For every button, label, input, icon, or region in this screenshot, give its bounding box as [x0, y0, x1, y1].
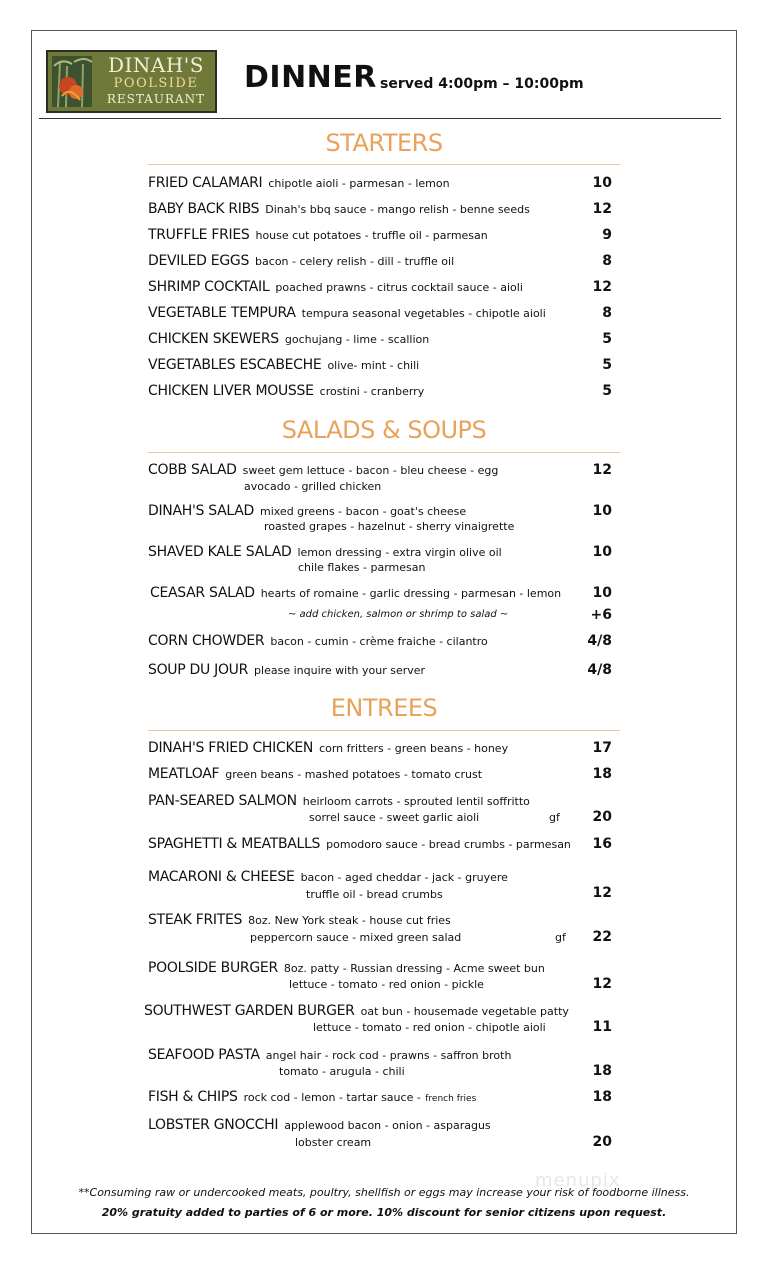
item-name: VEGETABLES ESCABECHE — [148, 357, 322, 373]
item-name: SOUTHWEST GARDEN BURGER — [144, 1003, 355, 1019]
menu-item — [148, 253, 454, 269]
food-safety-notice: **Consuming raw or undercooked meats, poultry, shellfish or eggs may increase your risk of foodborne illness. — [78, 1186, 690, 1199]
section-divider — [148, 452, 620, 453]
item-description: bacon - cumin - crème fraiche - cilantro — [270, 635, 488, 648]
item-description: crostini - cranberry — [319, 385, 425, 398]
item-name: SHRIMP COCKTAIL — [148, 279, 270, 295]
item-name: CHICKEN LIVER MOUSSE — [148, 383, 314, 399]
item-description: bacon - aged cheddar - jack - gruyere — [300, 871, 508, 884]
item-description-line2: roasted grapes - hazelnut - sherry vinaigrette — [264, 520, 515, 533]
menu-item — [144, 1003, 569, 1019]
menu-item — [148, 279, 523, 295]
item-name: VEGETABLE TEMPURA — [148, 305, 296, 321]
item-price: 20 — [592, 1134, 612, 1150]
section-title-starters: STARTERS — [325, 129, 443, 157]
item-price: 20 — [592, 809, 612, 825]
item-price: 18 — [592, 1089, 612, 1105]
item-description-line2: lettuce - tomato - red onion - chipotle aioli — [313, 1021, 546, 1034]
item-description-line2: peppercorn sauce - mixed green salad — [250, 931, 462, 944]
menu-hours: served 4:00pm – 10:00pm — [380, 76, 584, 92]
item-name: MEATLOAF — [148, 766, 220, 782]
menu-item — [148, 544, 502, 560]
item-description: heirloom carrots - sprouted lentil soffritto — [302, 795, 530, 808]
logo-text — [98, 55, 214, 105]
item-description: oat bun - housemade vegetable patty — [360, 1005, 569, 1018]
menu-title: DINNER — [244, 60, 377, 95]
menu-item — [148, 305, 546, 321]
item-description-line2: tomato - arugula - chili — [279, 1065, 405, 1078]
logo-poolside: POOLSIDE — [113, 76, 199, 91]
item-price: 17 — [592, 740, 612, 756]
item-description: bacon - celery relish - dill - truffle oil — [255, 255, 455, 268]
item-name: SHAVED KALE SALAD — [148, 544, 292, 560]
item-price: 12 — [592, 885, 612, 901]
item-description: lemon dressing - extra virgin olive oil — [297, 546, 502, 559]
menu-item — [148, 662, 425, 678]
item-name: DINAH'S FRIED CHICKEN — [148, 740, 314, 756]
menu-item — [148, 331, 429, 347]
item-price: 5 — [602, 331, 612, 347]
menu-item — [148, 740, 508, 756]
item-price: 12 — [592, 976, 612, 992]
item-description: tempura seasonal vegetables - chipotle aioli — [301, 307, 546, 320]
item-name: PAN-SEARED SALMON — [148, 793, 297, 809]
item-description: gochujang - lime - scallion — [284, 333, 430, 346]
item-description: hearts of romaine - garlic dressing - parmesan - lemon — [260, 587, 562, 600]
item-description-line2: lobster cream — [295, 1136, 372, 1149]
menu-item — [148, 201, 530, 217]
item-description-line2: chile flakes - parmesan — [298, 561, 426, 574]
menu-item — [148, 1117, 491, 1133]
item-price: 10 — [592, 544, 612, 560]
item-name: FISH & CHIPS — [148, 1089, 238, 1105]
item-price: 5 — [602, 357, 612, 373]
item-name: STEAK FRITES — [148, 912, 243, 928]
menu-item — [148, 766, 482, 782]
item-price: 4/8 — [587, 662, 612, 678]
item-description-line2: sorrel sauce - sweet garlic aioli — [309, 811, 480, 824]
item-name: TRUFFLE FRIES — [148, 227, 250, 243]
item-price: 18 — [592, 1063, 612, 1079]
menu-item — [148, 1089, 476, 1105]
item-description: 8oz. New York steak - house cut fries — [248, 914, 451, 927]
item-price: 16 — [592, 836, 612, 852]
item-description: sweet gem lettuce - bacon - bleu cheese - egg — [242, 464, 499, 477]
item-name: LOBSTER GNOCCHI — [148, 1117, 279, 1133]
item-name: MACARONI & CHEESE — [148, 869, 295, 885]
item-description: house cut potatoes - truffle oil - parmesan — [255, 229, 488, 242]
item-name: FRIED CALAMARI — [148, 175, 263, 191]
item-description: 8oz. patty - Russian dressing - Acme sweet bun — [283, 962, 545, 975]
addon-price: +6 — [590, 607, 612, 623]
item-price: 10 — [592, 175, 612, 191]
item-name: POOLSIDE BURGER — [148, 960, 278, 976]
logo-name: DINAH'S — [107, 53, 205, 77]
item-description-line2: truffle oil - bread crumbs — [306, 888, 443, 901]
item-name: CEASAR SALAD — [150, 585, 255, 601]
restaurant-logo — [46, 50, 217, 113]
section-divider — [148, 164, 620, 165]
item-description: chipotle aioli - parmesan - lemon — [268, 177, 450, 190]
item-description: poached prawns - citrus cocktail sauce - aioli — [275, 281, 523, 294]
gluten-free-tag: gf — [549, 811, 560, 824]
menu-item — [148, 503, 466, 519]
item-price: 10 — [592, 503, 612, 519]
watermark: menupix — [535, 1170, 621, 1191]
menu-item — [148, 836, 571, 852]
item-description: applewood bacon - onion - asparagus — [284, 1119, 491, 1132]
item-description: rock cod - lemon - tartar sauce - — [243, 1091, 421, 1104]
menu-item — [148, 869, 508, 885]
item-description: corn fritters - green beans - honey — [319, 742, 509, 755]
item-price: 11 — [592, 1019, 612, 1035]
menu-item — [148, 960, 545, 976]
menu-item — [148, 383, 424, 399]
menu-item — [148, 175, 450, 191]
item-description-line2: lettuce - tomato - red onion - pickle — [289, 978, 484, 991]
menu-item — [148, 462, 498, 478]
section-title-salads: SALADS & SOUPS — [281, 416, 487, 444]
section-title-entrees: ENTREES — [330, 694, 438, 722]
item-description: olive- mint - chili — [327, 359, 420, 372]
menu-item — [150, 585, 561, 601]
item-description: Dinah's bbq sauce - mango relish - benne seeds — [265, 203, 530, 216]
palm-flower-icon — [52, 56, 92, 107]
item-description: angel hair - rock cod - prawns - saffron broth — [265, 1049, 512, 1062]
menu-item — [148, 633, 488, 649]
item-price: 9 — [602, 227, 612, 243]
header-divider — [39, 118, 721, 119]
item-description-small: french fries — [425, 1094, 477, 1104]
item-price: 12 — [592, 462, 612, 478]
item-description: please inquire with your server — [254, 664, 426, 677]
item-price: 4/8 — [587, 633, 612, 649]
menu-item — [148, 912, 451, 928]
salad-addon-note: ~ add chicken, salmon or shrimp to salad ~ — [288, 609, 509, 620]
item-price: 5 — [602, 383, 612, 399]
item-price: 12 — [592, 279, 612, 295]
item-price: 12 — [592, 201, 612, 217]
menu-item — [148, 227, 488, 243]
item-price: 22 — [592, 929, 612, 945]
item-price: 10 — [592, 585, 612, 601]
item-description-line2: avocado - grilled chicken — [244, 480, 382, 493]
item-name: SEAFOOD PASTA — [148, 1047, 260, 1063]
item-description: pomodoro sauce - bread crumbs - parmesan — [326, 838, 571, 851]
menu-item — [148, 357, 419, 373]
logo-restaurant: RESTAURANT — [106, 92, 206, 106]
item-description: green beans - mashed potatoes - tomato crust — [225, 768, 483, 781]
item-name: DINAH'S SALAD — [148, 503, 254, 519]
menu-item — [148, 793, 530, 809]
menu-item — [148, 1047, 511, 1063]
item-name: DEVILED EGGS — [148, 253, 250, 269]
item-name: CHICKEN SKEWERS — [148, 331, 279, 347]
item-price: 8 — [602, 253, 612, 269]
item-description: mixed greens - bacon - goat's cheese — [259, 505, 467, 518]
section-divider — [148, 730, 620, 731]
item-name: CORN CHOWDER — [148, 633, 265, 649]
item-name: SPAGHETTI & MEATBALLS — [148, 836, 321, 852]
item-name: COBB SALAD — [148, 462, 237, 478]
item-price: 18 — [592, 766, 612, 782]
item-name: BABY BACK RIBS — [148, 201, 260, 217]
gluten-free-tag: gf — [555, 931, 566, 944]
item-name: SOUP DU JOUR — [148, 662, 249, 678]
gratuity-notice: 20% gratuity added to parties of 6 or more. 10% discount for senior citizens upon request. — [101, 1206, 667, 1219]
item-price: 8 — [602, 305, 612, 321]
